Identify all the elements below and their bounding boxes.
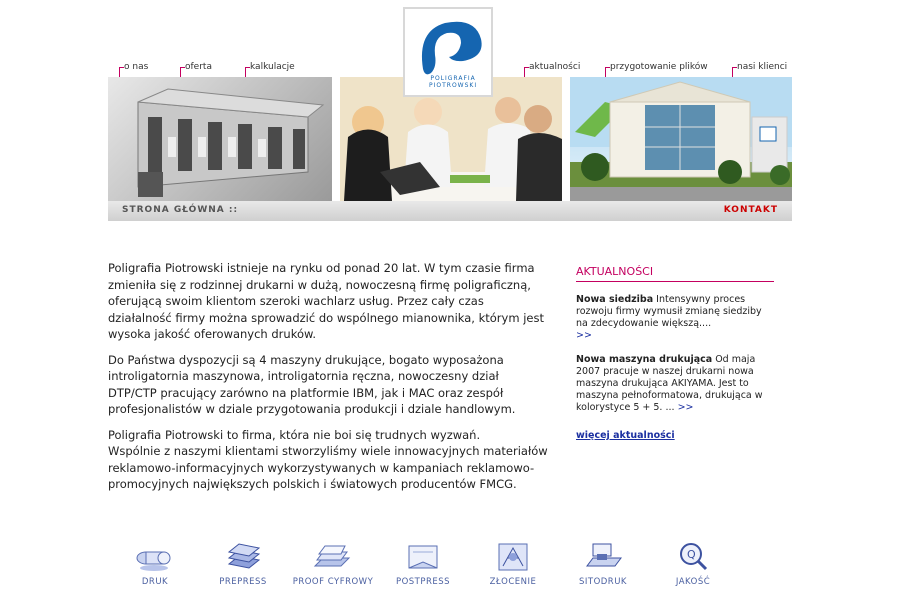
paper-rolls-icon bbox=[134, 540, 176, 574]
service-label: SITODRUK bbox=[578, 577, 628, 587]
challenges-paragraph bbox=[108, 427, 548, 493]
nav-link[interactable]: o nas bbox=[124, 62, 149, 72]
embossing-icon bbox=[493, 540, 533, 574]
nav-item-o-nas[interactable] bbox=[124, 62, 148, 72]
nav-item-nasi-klienci[interactable] bbox=[737, 62, 787, 72]
logo-text-line1: POLIGRAFIA bbox=[430, 75, 476, 82]
service-jakosc[interactable] bbox=[673, 540, 713, 587]
service-postpress[interactable] bbox=[395, 540, 451, 587]
news-read-more-link[interactable]: >> bbox=[677, 402, 694, 413]
svg-text:Q: Q bbox=[687, 548, 697, 561]
contact-link[interactable]: KONTAKT bbox=[723, 205, 778, 215]
nav-link[interactable]: aktualności bbox=[529, 62, 581, 72]
more-news-link[interactable]: więcej aktualności bbox=[576, 430, 675, 441]
news-read-more-link[interactable]: >> bbox=[576, 330, 592, 341]
news-headline: Nowa maszyna drukująca bbox=[576, 354, 713, 365]
news-headline: Nowa siedziba bbox=[576, 294, 654, 305]
news-panel bbox=[576, 266, 774, 442]
magnifier-icon bbox=[673, 540, 713, 574]
printing-press-photo bbox=[108, 77, 332, 201]
breadcrumb-home[interactable]: STRONA GŁÓWNA :: bbox=[122, 205, 239, 215]
screen-print-icon bbox=[583, 540, 623, 574]
nav-link[interactable]: kalkulacje bbox=[250, 62, 295, 72]
nav-item-oferta[interactable] bbox=[185, 62, 212, 72]
breadcrumb-bar bbox=[108, 201, 792, 221]
news-item bbox=[576, 294, 774, 342]
intro-paragraph: Poligrafia Piotrowski istnieje na rynku od ponad 20 lat. W tym czasie firma zmieniła się z rodzinnej drukarni w dużą, nowoczesną firmę poligraficzną, oferującą swoim klientom szeroki wachlarz usług. Przez cały czas działalność firmy można sprowadzić do wspólnego mianownika, którym jest wysoka jakość oferowanych druków. bbox=[108, 261, 544, 341]
service-druk[interactable] bbox=[134, 540, 176, 587]
service-zlocenie[interactable] bbox=[489, 540, 537, 587]
main-content bbox=[108, 260, 548, 502]
nav-item-kalkulacje[interactable] bbox=[250, 62, 295, 72]
service-label: ZŁOCENIE bbox=[489, 577, 537, 587]
service-sitodruk[interactable] bbox=[578, 540, 628, 587]
service-prepress[interactable] bbox=[219, 540, 267, 587]
service-label: JAKOŚĆ bbox=[675, 577, 711, 587]
nav-link[interactable]: przygotowanie plików bbox=[610, 62, 708, 72]
logo[interactable] bbox=[403, 7, 493, 97]
service-label: POSTPRESS bbox=[395, 577, 451, 587]
news-item bbox=[576, 354, 774, 414]
news-body: Intensywny proces rozwoju firmy wymusił zmianę siedziby na zdecydowanie większą.... bbox=[576, 294, 762, 329]
clients-line: Wspólnie z naszymi klientami stworzyliśmy wiele innowacyjnych materiałów reklamowo-informacyjnych wykorzystywanych w kampaniach reklamowo-promocyjnych największych polskich i światowych producentów FMCG. bbox=[108, 444, 548, 491]
nav-item-aktualnosci[interactable] bbox=[529, 62, 580, 72]
service-proof-cyfrowy[interactable] bbox=[292, 540, 374, 587]
logo-text bbox=[429, 75, 477, 89]
challenges-line: Poligrafia Piotrowski to firma, która nie boi się trudnych wyzwań. bbox=[108, 427, 481, 442]
equipment-paragraph: Do Państwa dyspozycji są 4 maszyny drukujące, bogato wyposażona introligatornia maszynowa, introligatornia ręczna, nowoczesny dział DTP/CTP pracujący zarówno na platformie IBM, jak i MAC oraz zespół profesjonalistów w dziale przygotowania produkcji i dziale handlowym. bbox=[108, 352, 516, 416]
nav-link[interactable]: oferta bbox=[185, 62, 212, 72]
proof-sheets-icon bbox=[311, 540, 355, 574]
service-label: DRUK bbox=[141, 577, 169, 587]
service-label: PREPRESS bbox=[219, 577, 267, 587]
news-title: AKTUALNOŚCI bbox=[576, 266, 774, 282]
building-photo bbox=[570, 77, 792, 201]
nav-item-przygotowanie-plikow[interactable] bbox=[610, 62, 708, 72]
news-body: Od maja 2007 pracuje w naszej drukarni nowa maszyna drukująca AKIYAMA. Jest to maszyna pełnoformatowa, drukująca w kolorystyce 5 + 5. ... bbox=[576, 354, 763, 413]
nav-link[interactable]: nasi klienci bbox=[737, 62, 788, 72]
stacked-sheets-icon bbox=[223, 540, 263, 574]
logo-text-line2: PIOTROWSKI bbox=[429, 82, 478, 89]
folded-sheet-icon bbox=[403, 540, 443, 574]
service-label: PROOF CYFROWY bbox=[292, 577, 374, 587]
